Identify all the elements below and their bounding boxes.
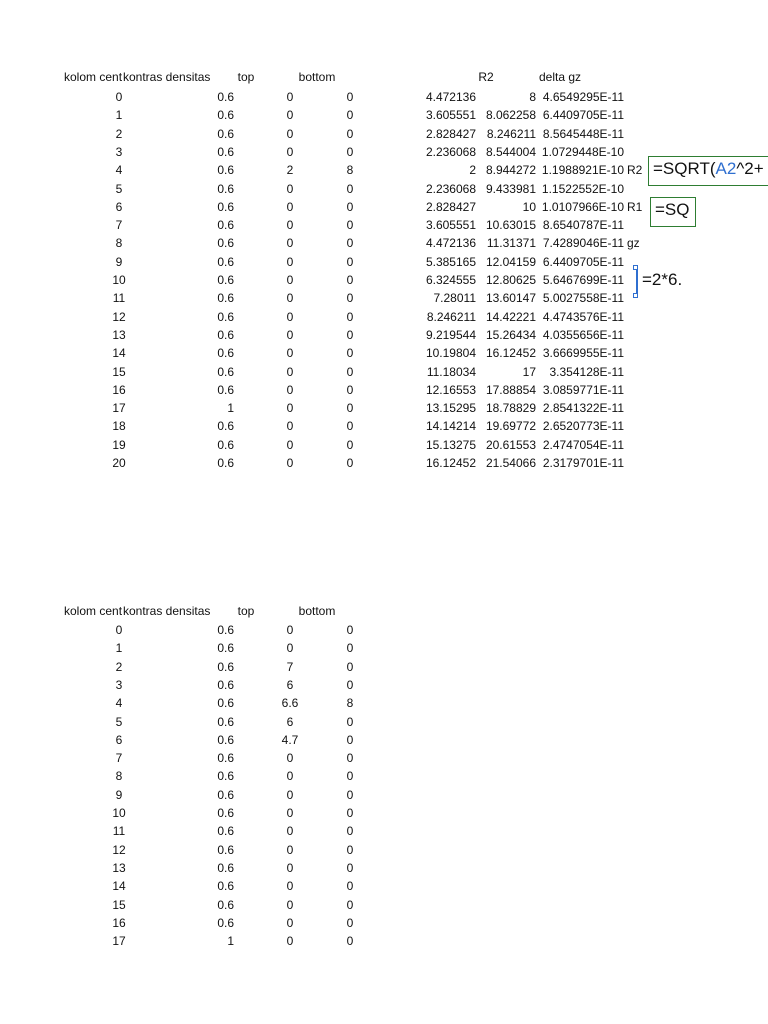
cell-delta-gz: 5.6467699E-11 [542, 273, 624, 287]
cell-bottom: 0 [346, 255, 354, 269]
cell-top: 0 [286, 401, 294, 415]
cell-bottom: 0 [346, 806, 354, 820]
cell-top: 0 [286, 879, 294, 893]
cell-top: 0 [286, 641, 294, 655]
cell-kolom: 19 [112, 438, 126, 452]
cell-delta-gz: 3.6669955E-11 [542, 346, 624, 360]
cell-kontras: 0.6 [217, 733, 234, 747]
cell-bottom: 0 [346, 879, 354, 893]
cell-delta-gz: 2.6520773E-11 [542, 419, 624, 433]
cell-r2: 18.78829 [485, 401, 536, 415]
cell-kontras: 0.6 [217, 861, 234, 875]
cell-bottom: 0 [346, 623, 354, 637]
cell-bottom: 0 [346, 236, 354, 250]
cell-kontras: 0.6 [217, 824, 234, 838]
cell-bottom: 0 [346, 291, 354, 305]
cell-r2: 17 [522, 365, 536, 379]
cell-r2: 12.04159 [485, 255, 536, 269]
cell-top: 4.7 [281, 733, 299, 747]
cell-kolom: 4 [115, 696, 123, 710]
formula-text-sq: =SQ [655, 200, 690, 219]
t2-header-bottom: bottom [298, 604, 336, 618]
cell-r1: 7.28011 [433, 291, 476, 305]
cell-kolom: 12 [112, 843, 126, 857]
cell-kolom: 10 [112, 806, 126, 820]
cell-kontras: 0.6 [217, 218, 234, 232]
cell-top: 0 [286, 365, 294, 379]
cell-kolom: 15 [112, 365, 126, 379]
t2-header-top: top [237, 604, 255, 618]
cell-top: 0 [286, 751, 294, 765]
cell-bottom: 0 [346, 273, 354, 287]
cell-bottom: 0 [346, 182, 354, 196]
formula-text-suffix: ^2+ [736, 159, 764, 178]
cell-kontras: 0.6 [217, 696, 234, 710]
cell-delta-gz: 1.0729448E-10 [541, 145, 624, 159]
cell-top: 0 [286, 456, 294, 470]
cell-kolom: 8 [115, 236, 123, 250]
cell-kolom: 10 [112, 273, 126, 287]
cell-top: 0 [286, 182, 294, 196]
cell-note: R2 [627, 163, 643, 177]
cell-top: 0 [286, 438, 294, 452]
cell-r1: 3.605551 [425, 218, 476, 232]
cell-delta-gz: 3.0859771E-11 [542, 383, 624, 397]
cell-top: 0 [286, 898, 294, 912]
cell-kolom: 3 [115, 678, 123, 692]
cell-bottom: 0 [346, 678, 354, 692]
cell-kolom: 13 [112, 861, 126, 875]
cell-top: 0 [286, 145, 294, 159]
cell-top: 0 [286, 127, 294, 141]
cell-kolom: 0 [115, 90, 123, 104]
cell-kontras: 0.6 [217, 255, 234, 269]
cell-kolom: 18 [112, 419, 126, 433]
t2-header-kontras: kontras densitas [123, 604, 211, 618]
cell-kolom: 20 [112, 456, 126, 470]
cell-top: 0 [286, 769, 294, 783]
cell-r1: 2.828427 [425, 200, 476, 214]
cell-r2: 12.80625 [485, 273, 536, 287]
cell-kontras: 0.6 [217, 660, 234, 674]
cell-top: 6 [286, 715, 294, 729]
cell-delta-gz: 4.4743576E-11 [542, 310, 624, 324]
cell-kolom: 12 [112, 310, 126, 324]
cell-kontras: 0.6 [217, 182, 234, 196]
cell-top: 0 [286, 843, 294, 857]
cell-top: 0 [286, 934, 294, 948]
cell-top: 0 [286, 236, 294, 250]
cell-kontras: 0.6 [217, 456, 234, 470]
cell-bottom: 0 [346, 90, 354, 104]
cell-r1: 5.385165 [425, 255, 476, 269]
cell-delta-gz: 3.354128E-11 [549, 365, 624, 379]
cell-top: 7 [286, 660, 294, 674]
cell-r1: 10.19804 [425, 346, 476, 360]
cell-top: 0 [286, 310, 294, 324]
cell-bottom: 0 [346, 365, 354, 379]
cell-kontras: 0.6 [217, 788, 234, 802]
formula-text-prefix: =SQRT( [653, 159, 716, 178]
cell-bottom: 0 [346, 218, 354, 232]
cell-kontras: 0.6 [217, 90, 234, 104]
cell-bottom: 0 [346, 641, 354, 655]
cell-kontras: 0.6 [217, 127, 234, 141]
cell-r1: 2 [469, 163, 476, 177]
cell-r2: 8.062258 [485, 108, 536, 122]
cell-bottom: 0 [346, 843, 354, 857]
cell-r2: 20.61553 [485, 438, 536, 452]
cell-r2: 13.60147 [485, 291, 536, 305]
cell-delta-gz: 1.0107966E-10 [541, 200, 624, 214]
cell-kontras: 0.6 [217, 769, 234, 783]
cell-kolom: 5 [115, 715, 123, 729]
cell-r2: 21.54066 [485, 456, 536, 470]
cell-bottom: 0 [346, 328, 354, 342]
cell-kontras: 1 [227, 401, 234, 415]
cell-r1: 2.236068 [425, 182, 476, 196]
cell-kontras: 0.6 [217, 328, 234, 342]
cell-r1: 3.605551 [425, 108, 476, 122]
cell-bottom: 0 [346, 310, 354, 324]
cell-r1: 11.18034 [426, 365, 476, 379]
cell-bottom: 0 [346, 108, 354, 122]
cell-r2: 8.246211 [486, 127, 536, 141]
cell-delta-gz: 6.4409705E-11 [542, 108, 624, 122]
cell-bottom: 0 [346, 769, 354, 783]
cell-kolom: 6 [115, 733, 123, 747]
cell-kolom: 15 [112, 898, 126, 912]
cell-delta-gz: 5.0027558E-11 [542, 291, 624, 305]
cell-top: 0 [286, 383, 294, 397]
formula-popup-2x6[interactable] [636, 268, 698, 296]
cell-kontras: 0.6 [217, 678, 234, 692]
cell-r2: 10.63015 [485, 218, 536, 232]
cell-delta-gz: 1.1988921E-10 [541, 163, 624, 177]
cell-kontras: 0.6 [217, 806, 234, 820]
cell-kontras: 0.6 [217, 916, 234, 930]
cell-bottom: 0 [346, 824, 354, 838]
cell-kolom: 4 [115, 163, 123, 177]
cell-kolom: 0 [115, 623, 123, 637]
cell-top: 0 [286, 916, 294, 930]
t1-header-r2: R2 [478, 70, 494, 84]
cell-kontras: 0.6 [217, 236, 234, 250]
cell-kolom: 9 [115, 788, 123, 802]
cell-bottom: 8 [346, 696, 354, 710]
cell-kolom: 2 [115, 127, 123, 141]
cell-kolom: 7 [115, 751, 123, 765]
cell-bottom: 0 [346, 660, 354, 674]
cell-top: 0 [286, 255, 294, 269]
cell-top: 0 [286, 861, 294, 875]
cell-r1: 12.16553 [425, 383, 476, 397]
cell-r2: 11.31371 [486, 236, 536, 250]
cell-kontras: 0.6 [217, 438, 234, 452]
cell-top: 0 [286, 419, 294, 433]
cell-kolom: 16 [112, 916, 126, 930]
cell-bottom: 0 [346, 346, 354, 360]
cell-top: 0 [286, 346, 294, 360]
cell-bottom: 0 [346, 934, 354, 948]
cell-r1: 4.472136 [425, 90, 476, 104]
cell-r1: 8.246211 [426, 310, 476, 324]
cell-delta-gz: 6.4409705E-11 [542, 255, 624, 269]
cell-bottom: 0 [346, 145, 354, 159]
cell-kolom: 11 [112, 291, 126, 305]
cell-kolom: 8 [115, 769, 123, 783]
cell-bottom: 0 [346, 861, 354, 875]
cell-r1: 2.236068 [425, 145, 476, 159]
cell-top: 6.6 [281, 696, 299, 710]
cell-bottom: 0 [346, 419, 354, 433]
cell-bottom: 8 [346, 163, 354, 177]
cell-top: 0 [286, 623, 294, 637]
cell-r2: 10 [522, 200, 536, 214]
cell-kontras: 0.6 [217, 383, 234, 397]
cell-kontras: 0.6 [217, 108, 234, 122]
cell-r2: 14.42221 [485, 310, 536, 324]
cell-kolom: 5 [115, 182, 123, 196]
t1-header-delta-gz: delta gz [538, 70, 582, 84]
cell-kolom: 9 [115, 255, 123, 269]
cell-bottom: 0 [346, 401, 354, 415]
formula-text-2x6: =2*6. [642, 270, 683, 289]
cell-kontras: 0.6 [217, 346, 234, 360]
cell-kontras: 0.6 [217, 200, 234, 214]
cell-top: 2 [286, 163, 294, 177]
cell-bottom: 0 [346, 788, 354, 802]
t1-header-top: top [237, 70, 255, 84]
cell-delta-gz: 8.6540787E-11 [542, 218, 624, 232]
cell-delta-gz: 8.5645448E-11 [542, 127, 624, 141]
selection-handle-top[interactable] [633, 265, 638, 270]
cell-r2: 8.544004 [485, 145, 536, 159]
cell-kolom: 14 [112, 346, 126, 360]
cell-kontras: 0.6 [217, 715, 234, 729]
cell-delta-gz: 7.4289046E-11 [542, 236, 624, 250]
cell-top: 0 [286, 788, 294, 802]
cell-top: 0 [286, 218, 294, 232]
cell-kontras: 0.6 [217, 145, 234, 159]
cell-kontras: 0.6 [217, 365, 234, 379]
cell-r2: 9.433981 [485, 182, 536, 196]
cell-bottom: 0 [346, 383, 354, 397]
cell-kontras: 0.6 [217, 623, 234, 637]
cell-bottom: 0 [346, 200, 354, 214]
cell-r1: 9.219544 [425, 328, 476, 342]
cell-kolom: 6 [115, 200, 123, 214]
cell-delta-gz: 2.3179701E-11 [542, 456, 624, 470]
cell-bottom: 0 [346, 456, 354, 470]
cell-kontras: 0.6 [217, 751, 234, 765]
cell-delta-gz: 2.8541322E-11 [542, 401, 624, 415]
t1-header-kontras: kontras densitas [123, 70, 211, 84]
cell-kontras: 0.6 [217, 898, 234, 912]
cell-note: gz [627, 236, 640, 250]
cell-note: R1 [627, 200, 643, 214]
cell-top: 6 [286, 678, 294, 692]
cell-r2: 15.26434 [485, 328, 536, 342]
cell-bottom: 0 [346, 438, 354, 452]
cell-kontras: 0.6 [217, 291, 234, 305]
cell-kolom: 7 [115, 218, 123, 232]
cell-r1: 13.15295 [425, 401, 476, 415]
cell-delta-gz: 4.0355656E-11 [542, 328, 624, 342]
cell-bottom: 0 [346, 715, 354, 729]
formula-popup-sq[interactable] [650, 197, 696, 227]
cell-kontras: 0.6 [217, 419, 234, 433]
cell-bottom: 0 [346, 916, 354, 930]
cell-kolom: 14 [112, 879, 126, 893]
cell-delta-gz: 1.1522552E-10 [541, 182, 624, 196]
cell-kolom: 1 [115, 641, 123, 655]
t2-header-kolom: kolom cent [64, 604, 123, 618]
formula-popup-sqrt-a2[interactable] [648, 156, 768, 186]
cell-bottom: 0 [346, 751, 354, 765]
cell-kolom: 16 [112, 383, 126, 397]
cell-top: 0 [286, 824, 294, 838]
cell-kolom: 3 [115, 145, 123, 159]
cell-kontras: 0.6 [217, 310, 234, 324]
cell-r1: 2.828427 [425, 127, 476, 141]
cell-top: 0 [286, 806, 294, 820]
cell-r1: 15.13275 [425, 438, 476, 452]
cell-top: 0 [286, 273, 294, 287]
cell-delta-gz: 2.4747054E-11 [542, 438, 624, 452]
cell-top: 0 [286, 291, 294, 305]
cell-r1: 6.324555 [425, 273, 476, 287]
cell-kolom: 1 [115, 108, 123, 122]
cell-kolom: 13 [112, 328, 126, 342]
cell-r1: 14.14214 [425, 419, 476, 433]
cell-kontras: 0.6 [217, 273, 234, 287]
cell-top: 0 [286, 200, 294, 214]
cell-kontras: 0.6 [217, 641, 234, 655]
cell-kolom: 2 [115, 660, 123, 674]
cell-r2: 17.88854 [485, 383, 536, 397]
cell-kontras: 0.6 [217, 843, 234, 857]
t1-header-kolom: kolom cent [64, 70, 123, 84]
cell-kontras: 0.6 [217, 163, 234, 177]
cell-r2: 19.69772 [485, 419, 536, 433]
cell-r2: 8 [529, 90, 536, 104]
cell-kolom: 17 [112, 401, 126, 415]
cell-kontras: 0.6 [217, 879, 234, 893]
cell-kolom: 17 [112, 934, 126, 948]
t1-header-bottom: bottom [298, 70, 336, 84]
cell-top: 0 [286, 90, 294, 104]
cell-bottom: 0 [346, 898, 354, 912]
formula-cell-ref: A2 [715, 159, 737, 178]
cell-r2: 8.944272 [485, 163, 536, 177]
cell-r2: 16.12452 [485, 346, 536, 360]
cell-top: 0 [286, 108, 294, 122]
cell-kolom: 11 [112, 824, 126, 838]
cell-bottom: 0 [346, 127, 354, 141]
cell-kontras: 1 [227, 934, 234, 948]
cell-top: 0 [286, 328, 294, 342]
cell-r1: 16.12452 [425, 456, 476, 470]
cell-r1: 4.472136 [425, 236, 476, 250]
cell-bottom: 0 [346, 733, 354, 747]
selection-handle-bottom[interactable] [633, 293, 638, 298]
cell-delta-gz: 4.6549295E-11 [542, 90, 624, 104]
